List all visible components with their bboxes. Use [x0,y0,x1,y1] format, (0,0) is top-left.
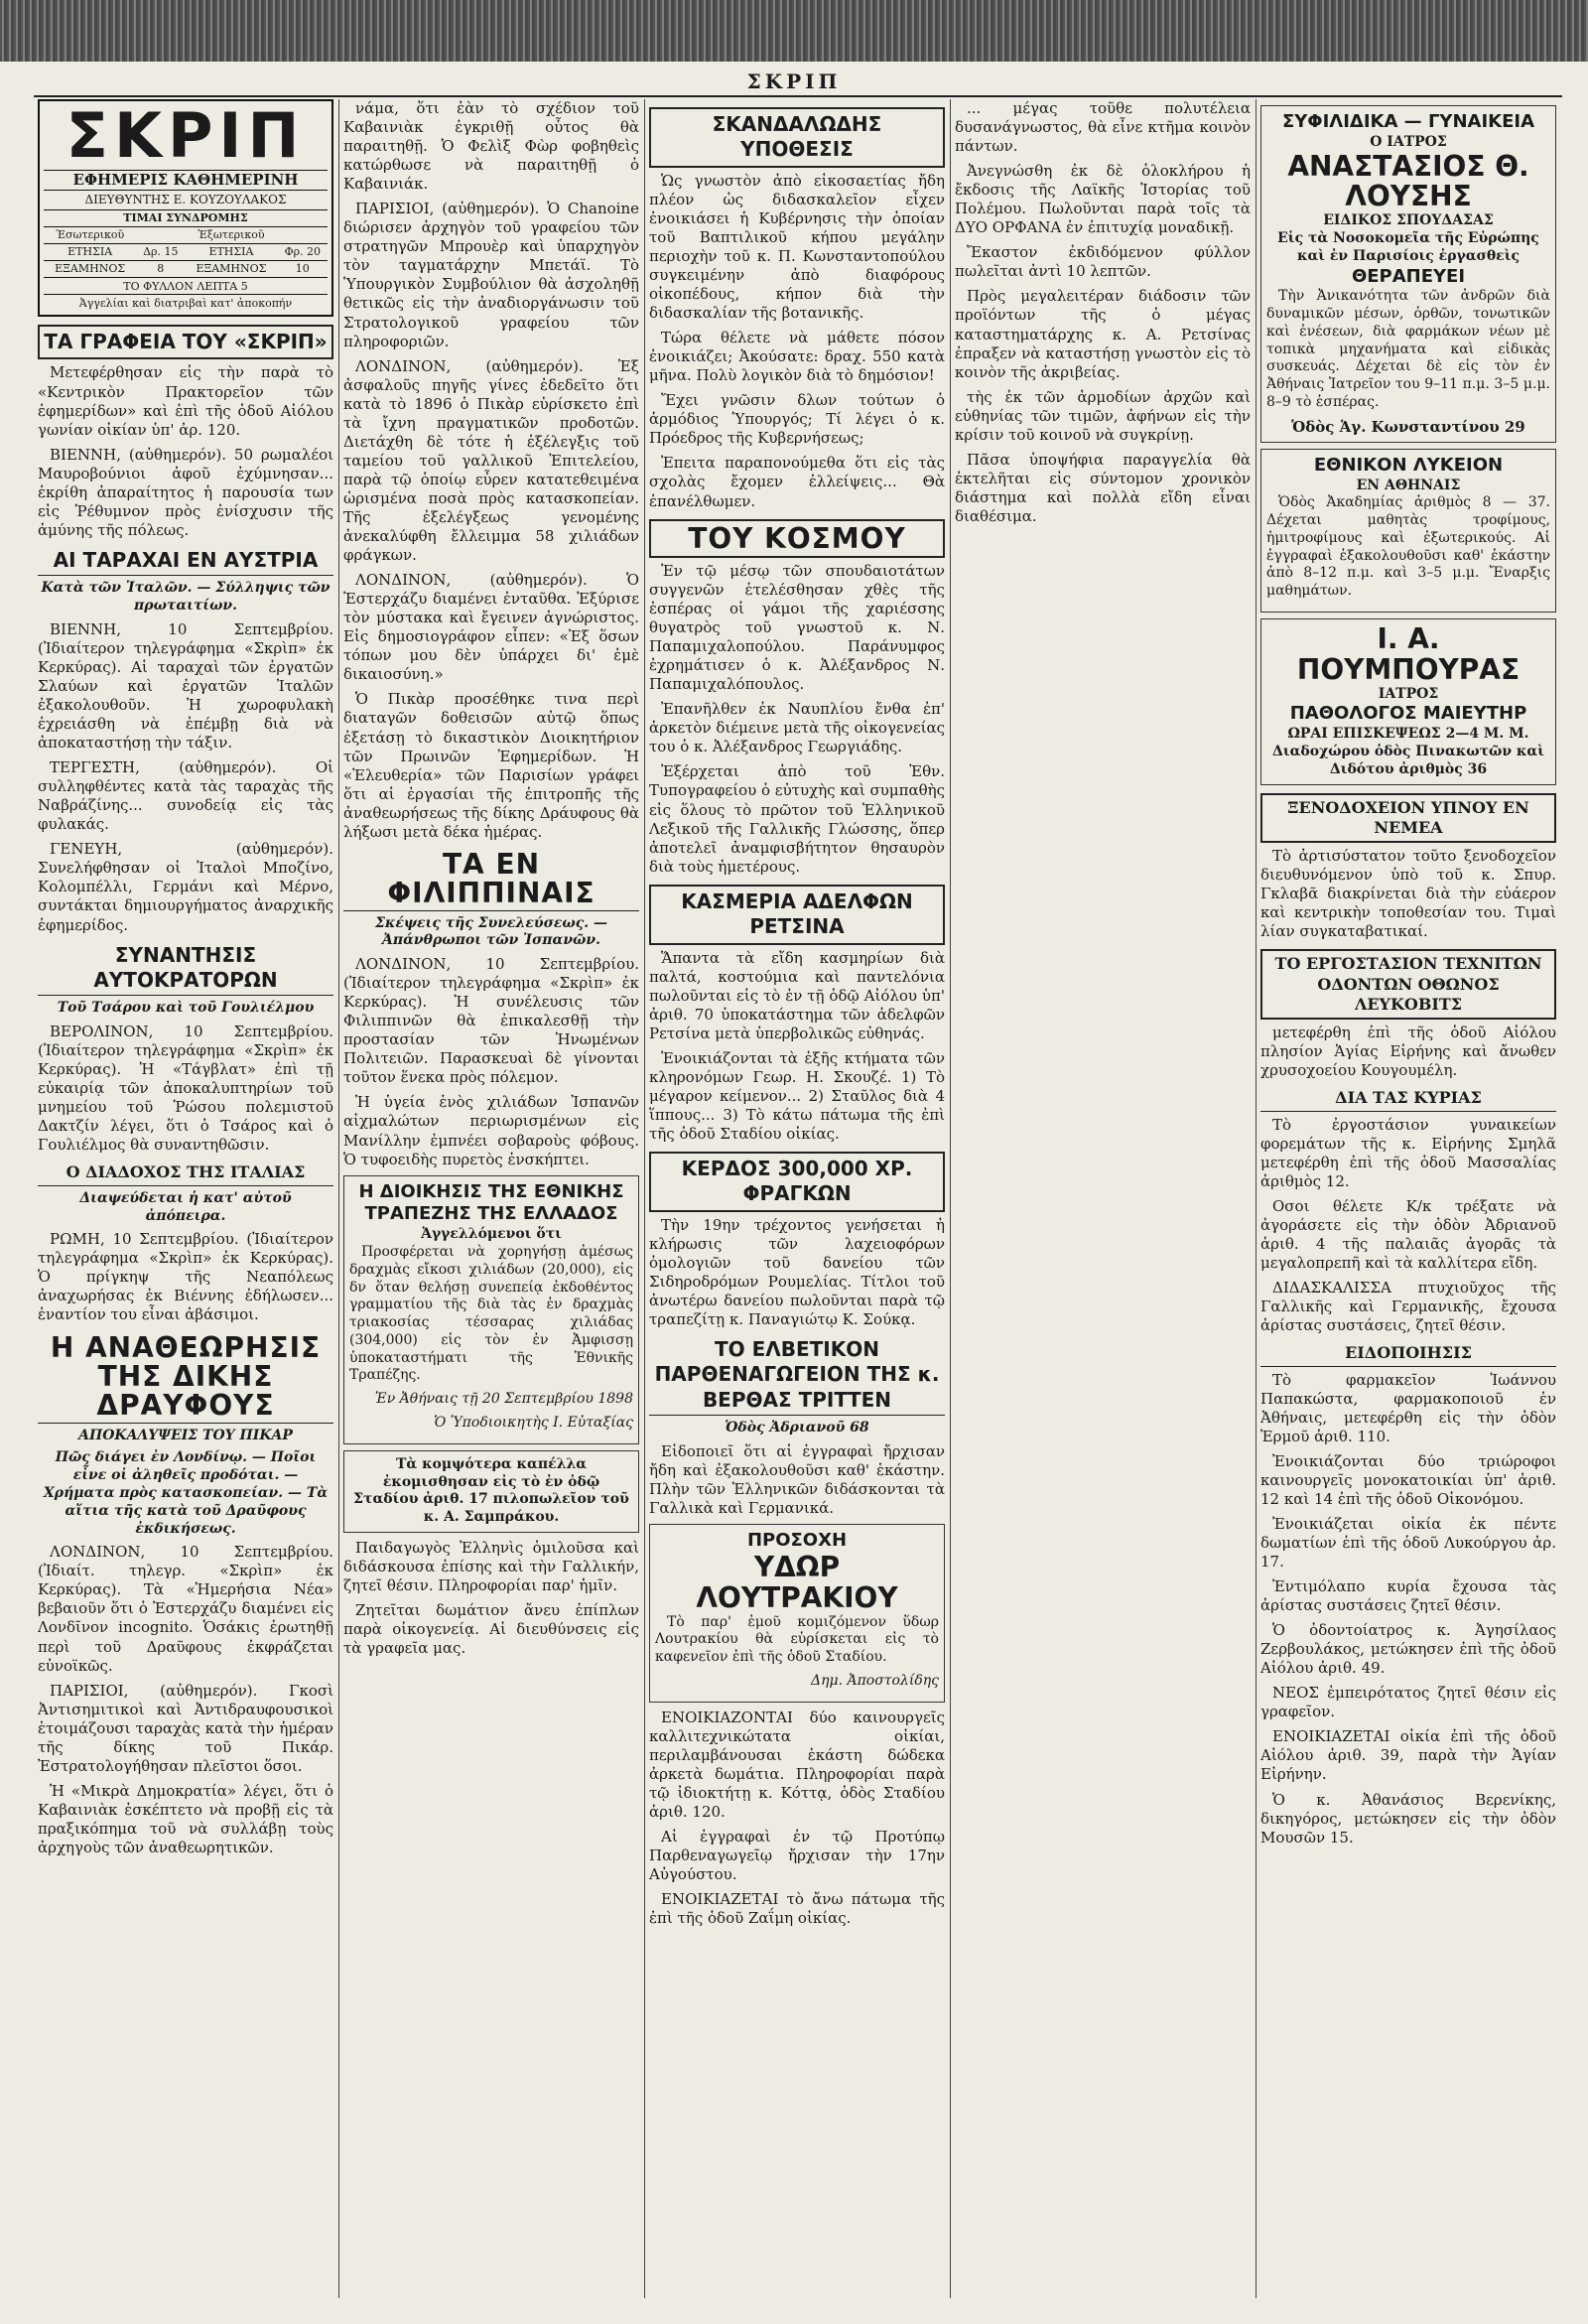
article-text: Ὁ Πικὰρ προσέθηκε τινα περὶ διαταγῶν δοθεισῶν αὐτῷ ὅπως ἐξετάσῃ τὸ δικαστικὸν Διοικητήριον τῶν Πρωινῶν Ἐφημερίδων. Ἡ «Ἐλευθερία» τῶν Παρισίων γράφει ὅτι αἱ ἐργασίαι τῆς ἐπιτροπῆς τῆς ἀναθεωρήσεως τῆς δίκης Δράυφους θὰ λήξωσι μετὰ δέκα ἡμέρας. [343,690,639,841]
ad-heading: ΕΘΝΙΚΟΝ ΛΥΚΕΙΟΝ [1313,454,1504,476]
classified-ad: ΔΙΔΑΣΚΑΛΙΣΣΑ πτυχιοῦχος τῆς Γαλλικῆς καὶ Γερμανικῆς, ἔχουσα ἀρίστας συστάσεις, ζητεῖ θέσιν. [1260,1279,1556,1335]
doctor-name: ΑΝΑΣΤΑΣΙΟΣ Θ. ΛΟΥΣΗΣ [1287,149,1529,213]
classified-ad: Ὁ ὀδοντοίατρος κ. Ἀγησίλαος Ζερβουλάκος, μετώκησεν ἐπὶ τῆς ὁδοῦ Αἰόλου ἀριθ. 49. [1260,1621,1556,1678]
ad-subheading: ΕΝ ΑΘΗΝΑΙΣ [1356,477,1461,493]
classified-ad: Τὸ φαρμακεῖον Ἰωάννου Παπακώστα, φαρμακοποιοῦ ἐν Ἀθήναις, μετεφέρθη εἰς τὴν ὁδὸν Ἑρμοῦ ἀριθ. 110. [1260,1370,1556,1445]
article-text: ΛΟΝΔΙΝΟΝ, (αὐθημερόν). Ἐξ ἀσφαλοῦς πηγῆς γίνες ἐδεδεῖτο ὅτι κατὰ τὸ 1896 ὁ Πικὰρ εὑρίσκετο ἐπὶ τὰ ἴχνη πραγματικῶν προδοτῶν. Διετάχθη δὲ τότε ἡ ἐξέλεγξις τοῦ ταμείου τοῦ γαλλικοῦ Ἐπιτελείου, παρὰ τῷ ὁποίῳ εὗρεν κατατεθειμένα ὡρισμένα ποσὰ πρὸς κατασκοπείαν. Τῆς ἐξελέγξεως γενομένης ἀνεκαλύφθη ἔλλειμμα 58 χιλιάδων φράγκων. [343,356,639,565]
scan-top-band [0,0,1588,62]
ad-subheading: Ο ΙΑΤΡΟΣ [1370,133,1447,150]
ad-line: ΩΡΑΙ ΕΠΙΣΚΕΨΕΩΣ 2—4 Μ. Μ. [1287,726,1529,743]
column-rule [644,99,645,2298]
prices-title: ΤΙΜΑΙ ΣΥΝΔΡΟΜΗΣ [44,210,328,227]
notice-signature: Ὁ Ὑποδιοικητὴς Ι. Εὐταξίας [434,1414,633,1431]
article-text: Ἐν τῷ μέσῳ τῶν σπουδαιοτάτων συγγενῶν ἐτελέσθησαν χθὲς τῆς ἑσπέρας οἱ γάμοι τῆς χαριέσσης θυγατρὸς τοῦ γνωστοῦ κ. Ν. Παπαμιχαλοπούλου. Παράνυμφος ἐχρημάτισεν ὁ κ. Ἀλέξανδρος Ν. Παπαμιχαλόπουλος. [649,561,945,694]
article-text: ΓΕΝΕΥΗ, (αὐθημερόν). Συνελήφθησαν οἱ Ἰταλοὶ Μποζίνο, Κολομπέλλι, Γερμάνι καὶ Μέρνο, συντάκται δημιουργήματος ἀναρχικῆς ἐφημερίδος. [38,840,333,934]
classified-ad: Ὁ κ. Ἀθανάσιος Βερενίκης, δικηγόρος, μετώκησεν εἰς τὴν ὁδὸν Μουσῶν 15. [1260,1790,1556,1846]
ad-subheading: ΙΑΤΡΟΣ [1378,685,1439,702]
ad-address: Ὁδὸς Ἁγ. Κωνσταντίνου 29 [1291,417,1525,436]
classified-ad: Αἱ ἐγγραφαὶ ἐν τῷ Προτύπῳ Παρθεναγωγεῖῳ ἤρχισαν τὴν 17ην Αὐγούστου. [649,1827,945,1884]
headline-society: ΤΟΥ ΚΟΣΜΟΥ [649,519,945,558]
notice-date: Ἐν Ἀθήναις τῇ 20 Σεπτεμβρίου 1898 [374,1391,633,1408]
article-text: Ἔκαστον ἐκδιδόμενον φύλλον πωλεῖται ἀντὶ 10 λεπτῶν. [955,243,1251,281]
classified-ad: ΕΝΟΙΚΙΑΖΕΤΑΙ οἰκία ἐπὶ τῆς ὁδοῦ Αἰόλου ἀριθ. 39, παρὰ τὴν Ἁγίαν Εἰρήνην. [1260,1727,1556,1784]
foreign-label: Ἐξωτερικοῦ [185,227,277,244]
classified-ad: Ἐντιμόλαπο κυρία ἔχουσα τὰς ἀρίστας συστάσεις ζητεῖ θέσιν. [1260,1577,1556,1615]
classified-ad: Ζητεῖται δωμάτιον ἄνευ ἐπίπλων παρὰ οἰκογενείᾳ. Αἱ διευθύνσεις εἰς τὰ γραφεῖα μας. [343,1600,639,1658]
ad-text: Ἐνοικιάζονται τὰ ἐξῆς κτήματα τῶν κληρονόμων Γεωρ. Η. Σκουζέ. 1) Τὸ μέγαρον κείμενον... 2) Σταῦλος διὰ 4 ἵππους... 3) Τὸ κάτω πάτωμα τῆς ἐπὶ τῆς ὁδοῦ Σταδίου οἰκίας. [649,1048,945,1143]
ad-line: Εἰς τὰ Νοσοκομεῖα τῆς Εὐρώπης καὶ ἐν Παρισίοις ἐργασθεὶς [1277,229,1539,264]
column-5 [1260,99,1556,2298]
ad-line: ΘΕΡΑΠΕΥΕΙ [1351,265,1466,287]
article-text: Τώρα θέλετε νὰ μάθετε πόσον ἐνοικιάζει; Ἀκούσατε: δραχ. 550 κατὰ μῆνα. Πολὺ λογικὸν διὰ τὸ δημόσιον! [649,329,945,385]
masthead [38,99,333,317]
yearly-domestic-price: Δρ. 15 [136,244,185,261]
article-text: Ἀνεγνώσθη ἐκ δὲ ὁλοκλήρου ἡ ἔκδοσις τῆς Λαϊκῆς Ἱστορίας τοῦ Πολέμου. Πωλοῦνται παρὰ τοῖς τὰ ΔΥΟ ΟΡΦΑΝΑ ἐν ἐπιτυχίᾳ μοναδικῇ. [955,162,1251,237]
issue-price: ΤΟ ΦΥΛΛΟΝ ΛΕΠΤΑ 5 [44,277,328,294]
article-text: Ἡ ὑγεία ἑνὸς χιλιάδων Ἰσπανῶν αἰχμαλώτων περιωρισμένων εἰς Μανίλλην ἐμπνέει σοβαροὺς φόβους. Ὁ τυφοειδὴς πυρετὸς ἐνσκήπτει. [343,1093,639,1168]
deck: Σκέψεις τῆς Συνελεύσεως. — Ἀπάνθρωποι τῶν Ἰσπανῶν. [374,914,608,949]
article-text: Ἐπανῆλθεν ἐκ Ναυπλίου ἔνθα ἐπ' ἀρκετὸν διέμεινε μετὰ τῆς οἰκογενείας του ὁ κ. Ἀλέξανδρος Γεωργιάδης. [649,700,945,756]
ad-text: μετεφέρθη ἐπὶ τῆς ὁδοῦ Αἰόλου πλησίον Ἁγίας Εἰρήνης καὶ ἄνωθεν χρυσοχοείου Κουγουμέλη. [1260,1024,1556,1080]
deck: Τοῦ Τσάρου καὶ τοῦ Γουλιέλμου [57,1000,315,1017]
doctor-name: Ι. Α. ΠΟΥΜΠΟΥΡΑΣ [1296,622,1521,686]
article-text: ΠΑΡΙΣΙΟΙ, (αὐθημερόν). Ὁ Chanoine διώρισεν ἀρχηγὸν τοῦ γραφείου τῶν στρατηγῶν Μπρουὲρ καὶ ὑπαρχηγὸν τὸν ταγματάρχην Μπετάϊ. Τὸ Ὑπουργικὸν Συμβούλιον θὰ ἀσχοληθῇ θετικῶς εἰς τὴν ἀναδιοργάνωσιν τοῦ Στρατολογικοῦ γραφείου τῶν πληροφοριῶν. [343,200,639,350]
column-rule [338,99,339,2298]
classified-ad: ΕΝΟΙΚΙΑΖΟΝΤΑΙ δύο καινουργεῖς καλλιτεχνικώτατα οἰκίαι, περιλαμβάνουσαι ἑκάστη δώδεκα ἀρκετὰ δωμάτια. Πληροφορίαι παρὰ τῷ ἰδιοκτήτῃ κ. Κόττᾳ, ὁδὸς Σταδίου ἀριθ. 120. [649,1708,945,1821]
hat-shop-ad [343,1450,639,1533]
classified-ad: Ἐνοικιάζεται οἰκία ἐκ πέντε δωματίων ἐπὶ τῆς ὁδοῦ Λυκούργου ἀρ. 17. [1260,1514,1556,1572]
deck: Πῶς διάγει ἐν Λονδίνῳ. — Ποῖοι εἶνε οἱ ἀληθεῖς προδόται. — Χρήματα πρὸς κατασκοπείαν. — Τὰ αἴτια τῆς κατὰ τοῦ Δραῦφους ἐκδικήσεως. [43,1449,329,1537]
ad-title: ΠΡΟΣΟΧΗ [746,1530,848,1552]
headline-nemea-hotel: ΞΕΝΟΔΟΧΕΙΟΝ ΥΠΝΟΥ ΕΝ ΝΕΜΕΑ [1260,793,1556,844]
article-text: ΒΙΕΝΝΗ, (αὐθημερόν). 50 ρωμαλέοι Μαυροβούνιοι ἀφοῦ ἐχύμνησαν... ἐκρίθη ἀπαραίτητος ἡ παρουσία των εἰς Ῥέθυμνον πρὸς ἐνίσχυσιν τῆς ἀμύνης τῆς πόλεως. [38,445,333,539]
semi-label-foreign: ΕΞΑΜΗΝΟΣ [185,261,277,277]
ad-text: Τὸ ἀρτισύστατον τοῦτο ξενοδοχεῖον διευθυνόμενον ὑπὸ τοῦ κ. Σπυρ. Γκλαβᾶ διακρίνεται διὰ τὴν εὐάερον καὶ κεντρικὴν τοποθεσίαν του. Τιμαὶ λίαν συγκαταβατικαί. [1260,847,1556,941]
ad-signature: Δημ. Ἀποστολίδης [811,1672,939,1689]
notice-subtitle: Ἀγγελλόμενοι ὅτι [421,1226,562,1243]
article-text: Ἐξέρχεται ἀπὸ τοῦ Ἐθν. Τυπογραφείου ὁ εὐτυχὴς καὶ συμπαθὴς εἰς ὅλους τὸ πρῶτον τοῦ Ἑλληνικοῦ Λεξικοῦ τῆς Γαλλικῆς Γλώσσης, ὅπερ ἀποτελεῖ ἀναμφισβήτητον θησαυρὸν διὰ τοὺς ἡμετέρους. [649,762,945,876]
deck: Διαψεύδεται ἡ κατ' αὐτοῦ ἀπόπειρα. [79,1189,292,1224]
article-text: ΛΟΝΔΙΝΟΝ, 10 Σεπτεμβρίου. (Ἰδιαίτερον τηλεγράφημα «Σκρὶπ» ἐκ Κερκύρας). Ἡ συνέλευσις τῶν Φιλιππινῶν θὰ ἐπικαλεσθῇ τὴν προστασίαν τῶν Ἡνωμένων Πολιτειῶν. Παρασκευαὶ δὲ γίνονται τοῦτον ἕνεκα πρὸς πόλεμον. [343,955,639,1087]
doctor-lousis-ad [1260,105,1556,443]
school-address: Ὁδὸς Ἀδριανοῦ 68 [725,1420,869,1436]
article-text: νάμα, ὅτι ἐὰν τὸ σχέδιον τοῦ Καβαινιὰκ ἐγκριθῇ οὗτος θὰ παραιτηθῇ. Ὁ Φελὶξ Φὼρ φοβηθεὶς κατώρθωσε νὰ παραιτηθῇ ὁ Καβαινιάκ. [343,99,639,194]
headline-philippines: ΤΑ ΕΝ ΦΙΛΙΠΠΙΝΑΙΣ [343,850,639,911]
column-3 [649,99,945,2298]
article-text: ΛΟΝΔΙΝΟΝ, (αὐθημερόν). Ὁ Ἐστερχάζυ διαμένει ἐνταῦθα. Ἐξύρισε τὸν μύστακα καὶ ἔγεινεν ἀγνώριστος. Εἰς δημοσιογράφον εἶπεν: «Ἐξ ὅσων τόπων μου δὲν ὑπάρχει δι' ἐμὲ δικαιοσύνη.» [343,571,639,684]
article-text: ... μέγας τοῦθε πολυτέλεια δυσανάγνωστος, θὰ εἶνε κτῆμα κοινὸν πάντων. [955,99,1251,156]
column-4 [955,99,1251,2298]
classified-ad: Ἐνοικιάζονται δύο τριώροφοι καινουργεῖς μονοκατοικίαι ὑπ' ἀριθ. 12 καὶ 14 ἐπὶ τῆς ὁδοῦ Οἰκονόμου. [1260,1451,1556,1508]
yearly-label-foreign: ΕΤΗΣΙΑ [185,244,277,261]
yearly-label: ΕΤΗΣΙΑ [44,244,136,261]
column-rule [1256,99,1257,2298]
ad-text: Τὴν 19ην τρέχοντος γενήσεται ἡ κλήρωσις τῶν λαχειοφόρων ὁμολογιῶν τοῦ δανείου τῶν Σιδηροδρόμων Ρουμελίας. Τίτλοι τοῦ ἀνωτέρω δανείου πωλοῦνται παρὰ τῷ τραπεζίτῃ κ. Παναγιώτῳ Κ. Σούκᾳ. [649,1215,945,1328]
subscription-table [44,209,328,277]
ad-text: Τὰ κομψότερα καπέλλα ἐκομισθησαν εἰς τὸ ἐν ὁδῷ Σταδίου ἀριθ. 17 πιλοπωλεῖον τοῦ κ. Α. Σαμπράκου. [353,1455,629,1526]
ad-heading: ΣΥΦΙΛΙΔΙΚΑ — ΓΥΝΑΙΚΕΙΑ [1281,111,1535,132]
ad-text: Ὁδὸς Ἀκαδημίας ἀριθμὸς 8 — 37. Δέχεται μαθητὰς τροφίμους, ἡμιτροφίμους καὶ ἐξωτερικούς. Αἱ ἐγγραφαὶ ἐξακολουθοῦσι καθ' ἑκάστην ἀπὸ 8–12 π.μ. καὶ 3–5 μ.μ. Ἔναρξις μαθημάτων. [1266,494,1550,600]
page-header: ΣΚΡΙΠ [746,69,842,93]
national-lyceum-ad [1260,449,1556,613]
headline-for-ladies: ΔΙΑ ΤΑΣ ΚΥΡΙΑΣ [1260,1088,1556,1111]
article-text: Ἡ «Μικρὰ Δημοκρατία» λέγει, ὅτι ὁ Καβαινιὰκ ἐσκέπτετο νὰ προβῇ εἰς τὰ πραξικόπημα τοῦ νὰ συλλάβῃ τοὺς ἀρχηγοὺς τῶν ἀναθεωρητικῶν. [38,1781,333,1856]
yearly-foreign-price: Φρ. 20 [278,244,328,261]
loutraki-water-ad [649,1524,945,1703]
ad-line: ΕΙΔΙΚΟΣ ΣΠΟΥΔΑΣΑΣ [1323,212,1494,229]
ad-text: Οσοι θέλετε Κ/κ τρέξατε νὰ ἀγοράσετε εἰς τὴν ὁδὸν Ἀδριανοῦ ἀριθ. 4 τῆς παλαιᾶς ἀγορᾶς τὰ μεγαλοπρεπῆ καὶ τὰ καλλίτερα εἴδη. [1260,1196,1556,1273]
national-bank-notice [343,1175,639,1444]
headline-dental-workshop: ΤΟ ΕΡΓΟΣΤΑΣΙΟΝ ΤΕΧΝΙΤΩΝ ΟΔΟΝΤΩΝ ΟΘΩΝΟΣ ΛΕΥΚΟΒΙΤΣ [1260,949,1556,1020]
headline-retsina-cashmere: ΚΑΣΜΕΡΙΑ ΑΔΕΛΦΩΝ ΡΕΤΣΙΝΑ [649,885,945,945]
doctor-poumbouras-ad [1260,618,1556,785]
article-text: ΒΕΡΟΛΙΝΟΝ, 10 Σεπτεμβρίου. (Ἰδιαίτερον τηλεγράφημα «Σκρὶπ» ἐκ Κερκύρας). Ἡ «Τάγβλατ» ἐπὶ τῇ εὐκαιρίᾳ τῶν ἀποκαλυπτηρίων τοῦ μνημείου τοῦ Ῥώσου πολεμιστοῦ Δακτζίν λέγει, ὅτι ὁ Τσάρος καὶ ὁ Γουλιέλμος θὰ συναντηθῶσιν. [38,1023,333,1155]
headline-scandal: ΣΚΑΝΔΑΛΩΔΗΣ ΥΠΟΘΕΣΙΣ [649,107,945,168]
article-text: Ἐπειτα παραπονούμεθα ὅτι εἰς τὰς σχολὰς ἔχομεν ἐλλείψεις... Θὰ ἐπανέλθωμεν. [649,454,945,510]
notice-text: Προσφέρεται νὰ χορηγήσῃ ἀμέσως δραχμὰς εἴκοσι χιλιάδων (20,000), εἰς δν ὅταν θελήσῃ συνεπείᾳ ἐκδοθέντος γραμματίου τῆς διὰ τὰς ἐν δραχμὰς τριακοσίας τέσσαρας χιλιάδας (304,000) εἰς τὸν ἐν Ἀμφισσῃ ὑποκαταστήματι τῆς Ἐθνικῆς Τραπέζης. [349,1244,633,1384]
article-text: ΠΑΡΙΣΙΟΙ, (αὐθημερόν). Γκοσὶ Ἀντισημιτικοὶ καὶ Ἀντιδραυφουσικοὶ ἑτοιμάζουσι ταραχὰς κατὰ τὴν ἡμέραν τῆς δίκης τοῦ Πικάρ. Ἐστρατολογήθησαν πλεῖστοι ὅσοι. [38,1681,333,1775]
article-text: τὴς ἐκ τῶν ἁρμοδίων ἀρχῶν καὶ εὐθηνίας τῶν τιμῶν, ἀφήνων εἰς τὴν κρίσιν τοῦ κοινοῦ νὰ συγκρίνῃ. [955,387,1251,444]
headline-emperors-meeting: ΣΥΝΑΝΤΗΣΙΣ ΑΥΤΟΚΡΑΤΟΡΩΝ [38,943,333,997]
deck: ΑΠΟΚΑΛΥΨΕΙΣ ΤΟΥ ΠΙΚΑΡ [78,1427,293,1443]
column-2 [343,99,639,2298]
headline-italy-heir: Ο ΔΙΑΔΟΧΟΣ ΤΗΣ ΙΤΑΛΙΑΣ [38,1162,333,1185]
article-text: Πρὸς μεγαλειτέραν διάδοσιν τῶν προϊόντων τῆς ὁ μέγας καταστηματάρχης κ. Α. Ρετσίνας ἐπραξεν νὰ καταστήσῃ γνωστὸν εἰς τὸ κοινὸν τῆς ἀκριβείας. [955,287,1251,381]
masthead-subtitle: ΕΦΗΜΕΡΙΣ ΚΑΘΗΜΕΡΙΝΗ [44,170,328,191]
article-text: ΤΕΡΓΕΣΤΗ, (αὐθημερόν). Οἱ συλληφθέντες κατὰ τὰς ταραχὰς τῆς Ναβράζίνης... συνοδείᾳ εἰς τὰς φυλακάς. [38,758,333,834]
ad-line: Διαδοχώρου ὁδὸς Πινακωτῶν καὶ Διδότου ἀριθμὸς 36 [1272,743,1544,777]
headline-notice: ΕΙΔΟΠΟΙΗΣΙΣ [1260,1343,1556,1366]
semi-foreign-price: 10 [278,261,328,277]
ads-notice: Ἀγγελίαι καὶ διατριβαὶ κατ' ἀποκοπήν [44,294,328,311]
domestic-label: Έσωτερικοῦ [44,227,136,244]
ad-text: Τὴν Ἀνικανότητα τῶν ἀνδρῶν διὰ δυναμικῶν μέσων, ὀρθῶν, τονωτικῶν καὶ ἐνέσεων, διὰ φαρμάκων νέων μὲ τοπικὰ μηχανήματα καὶ εἰδικὰς συσκευάς. Δέχεται δὲ εἰς τὸν ἐν Ἀθήναις Ἰατρεῖον του 9–11 π.μ. 3–5 μ.μ. 8–9 τὸ ἑσπέρας. [1266,288,1550,410]
masthead-director: ΔΙΕΥΘΥΝΤΗΣ Ε. ΚΟΥΖΟΥΛΑΚΟΣ [84,193,287,207]
column-rule [950,99,951,2298]
classified-ad: ΕΝΟΙΚΙΑΖΕΤΑΙ τὸ ἄνω πάτωμα τῆς ἐπὶ τῆς ὁδοῦ Ζαΐμη οἰκίας. [649,1890,945,1928]
ad-text: Ἅπαντα τὰ εἴδη κασμηρίων διὰ παλτά, κοστούμια καὶ παντελόνια πωλοῦνται εἰς τὸ ἐν τῇ ὁδῷ Αἰόλου ὑπ' ἀριθ. 70 ὑποκατάστημα τῶν ἀδελφῶν Ρετσίνα μετὰ ὑπερβολικῶς εὐθηνάς. [649,948,945,1042]
article-text: ΡΩΜΗ, 10 Σεπτεμβρίου. (Ἰδιαίτερον τηλεγράφημα «Σκρὶπ» ἐκ Κερκύρας). Ὁ πρίγκηψ τῆς Νεαπόλεως ἀναχωρήσας ἐκ Βιέννης ἐδήλωσεν... ἐναντίον του εἶναι ἀβάσιμοι. [38,1230,333,1324]
deck: Κατὰ τῶν Ἰταλῶν. — Σύλληψις τῶν πρωταιτίων. [41,580,331,615]
classified-ad: Παιδαγωγὸς Ἑλληνὶς ὁμιλοῦσα καὶ διδάσκουσα ἐπίσης καὶ τὴν Γαλλικήν, ζητεῖ θέσιν. Πληροφορίαι παρ' ἡμῖν. [343,1538,639,1594]
masthead-title: ΣΚΡΙΠ [66,99,306,172]
headline-swiss-school: ΤΟ ΕΛΒΕΤΙΚΟΝ ΠΑΡΘΕΝΑΓΩΓΕΙΟΝ ΤΗΣ κ. ΒΕΡΘΑΣ ΤΡΙΤΤΕΝ [649,1337,945,1416]
article-text: Ὡς γνωστὸν ἀπὸ εἰκοσαετίας ἤδη πλέον ὡς διδασκαλεῖον εἶχεν ἐνοικιάσει ἡ Κυβέρνησις τὴν ὁποίαν τοῦ Βαπτιλικοῦ κήπου μεγάλην περιοχὴν τοῦ κ. Π. Κωνσταντοπούλου συγκειμένην ἀπὸ διαφόρους οἰκοπέδους, κήπον διὰ τὴν διδασκαλίαν τῆς βοτανικῆς. [649,171,945,323]
article-text: ΛΟΝΔΙΝΟΝ, 10 Σεπτεμβρίου. (Ἰδιαίτ. τηλεγρ. «Σκρὶπ» ἐκ Κερκύρας). Τὰ «Ἡμερήσια Νέα» βεβαιοῦν ὅτι ὁ Ἐστερχάζυ διαμένει εἰς Λονδῖνον incognito. Ὁσάκις ἐρωτηθῇ περὶ τοῦ Δραῦφους ἐκφράζεται εὐνοϊκῶς. [38,1543,333,1675]
headline-lottery-prize: ΚΕΡΔΟΣ 300,000 ΧΡ. ΦΡΑΓΚΩΝ [649,1152,945,1212]
article-text: Ἔχει γνῶσιν δλων τούτων ὁ ἁρμόδιος Ὑπουργός; Τί λέγει ὁ κ. Πρόεδρος τῆς Κυβερνήσεως; [649,391,945,448]
column-1 [38,99,333,2298]
ad-name: ΥΔΩΡ ΛΟΥΤΡΑΚΙΟΥ [696,1551,898,1614]
article-text: Μετεφέρθησαν εἰς τὴν παρὰ τὸ «Κεντρικὸν Πρακτορεῖον τῶν ἐφημερίδων» καὶ ἐπὶ τῆς ὁδοῦ Αἰόλου γωνίαν οἰκίαν ὑπ' ἀρ. 120. [38,363,333,439]
ad-text: Εἰδοποιεῖ ὅτι αἱ ἐγγραφαὶ ἤρχισαν ἤδη καὶ ἐξακολουθοῦσι καθ' ἑκάστην. Πλὴν τῶν Ἑλληνικῶν διδάσκονται τὰ Γαλλικὰ καὶ Γερμανικά. [649,1441,945,1518]
headline-dreyfus-revision: Η ΑΝΑΘΕΩΡΗΣΙΣ ΤΗΣ ΔΙΚΗΣ ΔΡΑΥΦΟΥΣ [38,1333,333,1424]
ad-line: ΠΑΘΟΛΟΓΟΣ ΜΑΙΕΥΤΗΡ [1289,703,1527,725]
article-text: Πᾶσα ὑποψήφια παραγγελία θὰ ἐκτελῆται εἰς σύντομον χρονικὸν διάστημα καὶ πολλὰ εἴδη εἶναι διαθέσιμα. [955,450,1251,525]
headline-offices: ΤΑ ΓΡΑΦΕΙΑ ΤΟΥ «ΣΚΡΙΠ» [38,325,333,359]
article-text: ΒΙΕΝΝΗ, 10 Σεπτεμβρίου. (Ἰδιαίτερον τηλεγράφημα «Σκρὶπ» ἐκ Κερκύρας). Αἱ ταραχαὶ τῶν ἐργατῶν Σλαύων καὶ ἐργατῶν Ἰταλῶν ἐξακολουθοῦν. Ἡ χωροφυλακὴ ἐχρειάσθη νὰ ἐπέμβῃ διὰ νὰ ἀποκαταστήσῃ τὴν τάξιν. [38,619,333,752]
headline-austria-riots: ΑΙ ΤΑΡΑΧΑΙ ΕΝ ΑΥΣΤΡΙΑ [38,548,333,576]
classified-ad: ΝΕΟΣ ἐμπειρότατος ζητεῖ θέσιν εἰς γραφεῖον. [1260,1684,1556,1721]
notice-title: Η ΔΙΟΙΚΗΣΙΣ ΤΗΣ ΕΘΝΙΚΗΣ ΤΡΑΠΕΖΗΣ ΤΗΣ ΕΛΛΑΔΟΣ [358,1180,624,1225]
ad-text: Τὸ παρ' ἐμοῦ κομιζόμενον ὕδωρ Λουτρακίου θὰ εὑρίσκεται εἰς τὸ καφενεῖον ἐπὶ τῆς ὁδοῦ Σταδίου. [655,1613,939,1666]
ad-text: Τὸ ἐργοστάσιον γυναικείων φορεμάτων τῆς κ. Εἰρήνης Σμηλᾶ μετεφέρθη ἐπὶ τῆς ὁδοῦ Μασσαλίας ἀριθμὸς 12. [1260,1115,1556,1190]
semi-label: ΕΞΑΜΗΝΟΣ [44,261,136,277]
semi-domestic-price: 8 [136,261,185,277]
